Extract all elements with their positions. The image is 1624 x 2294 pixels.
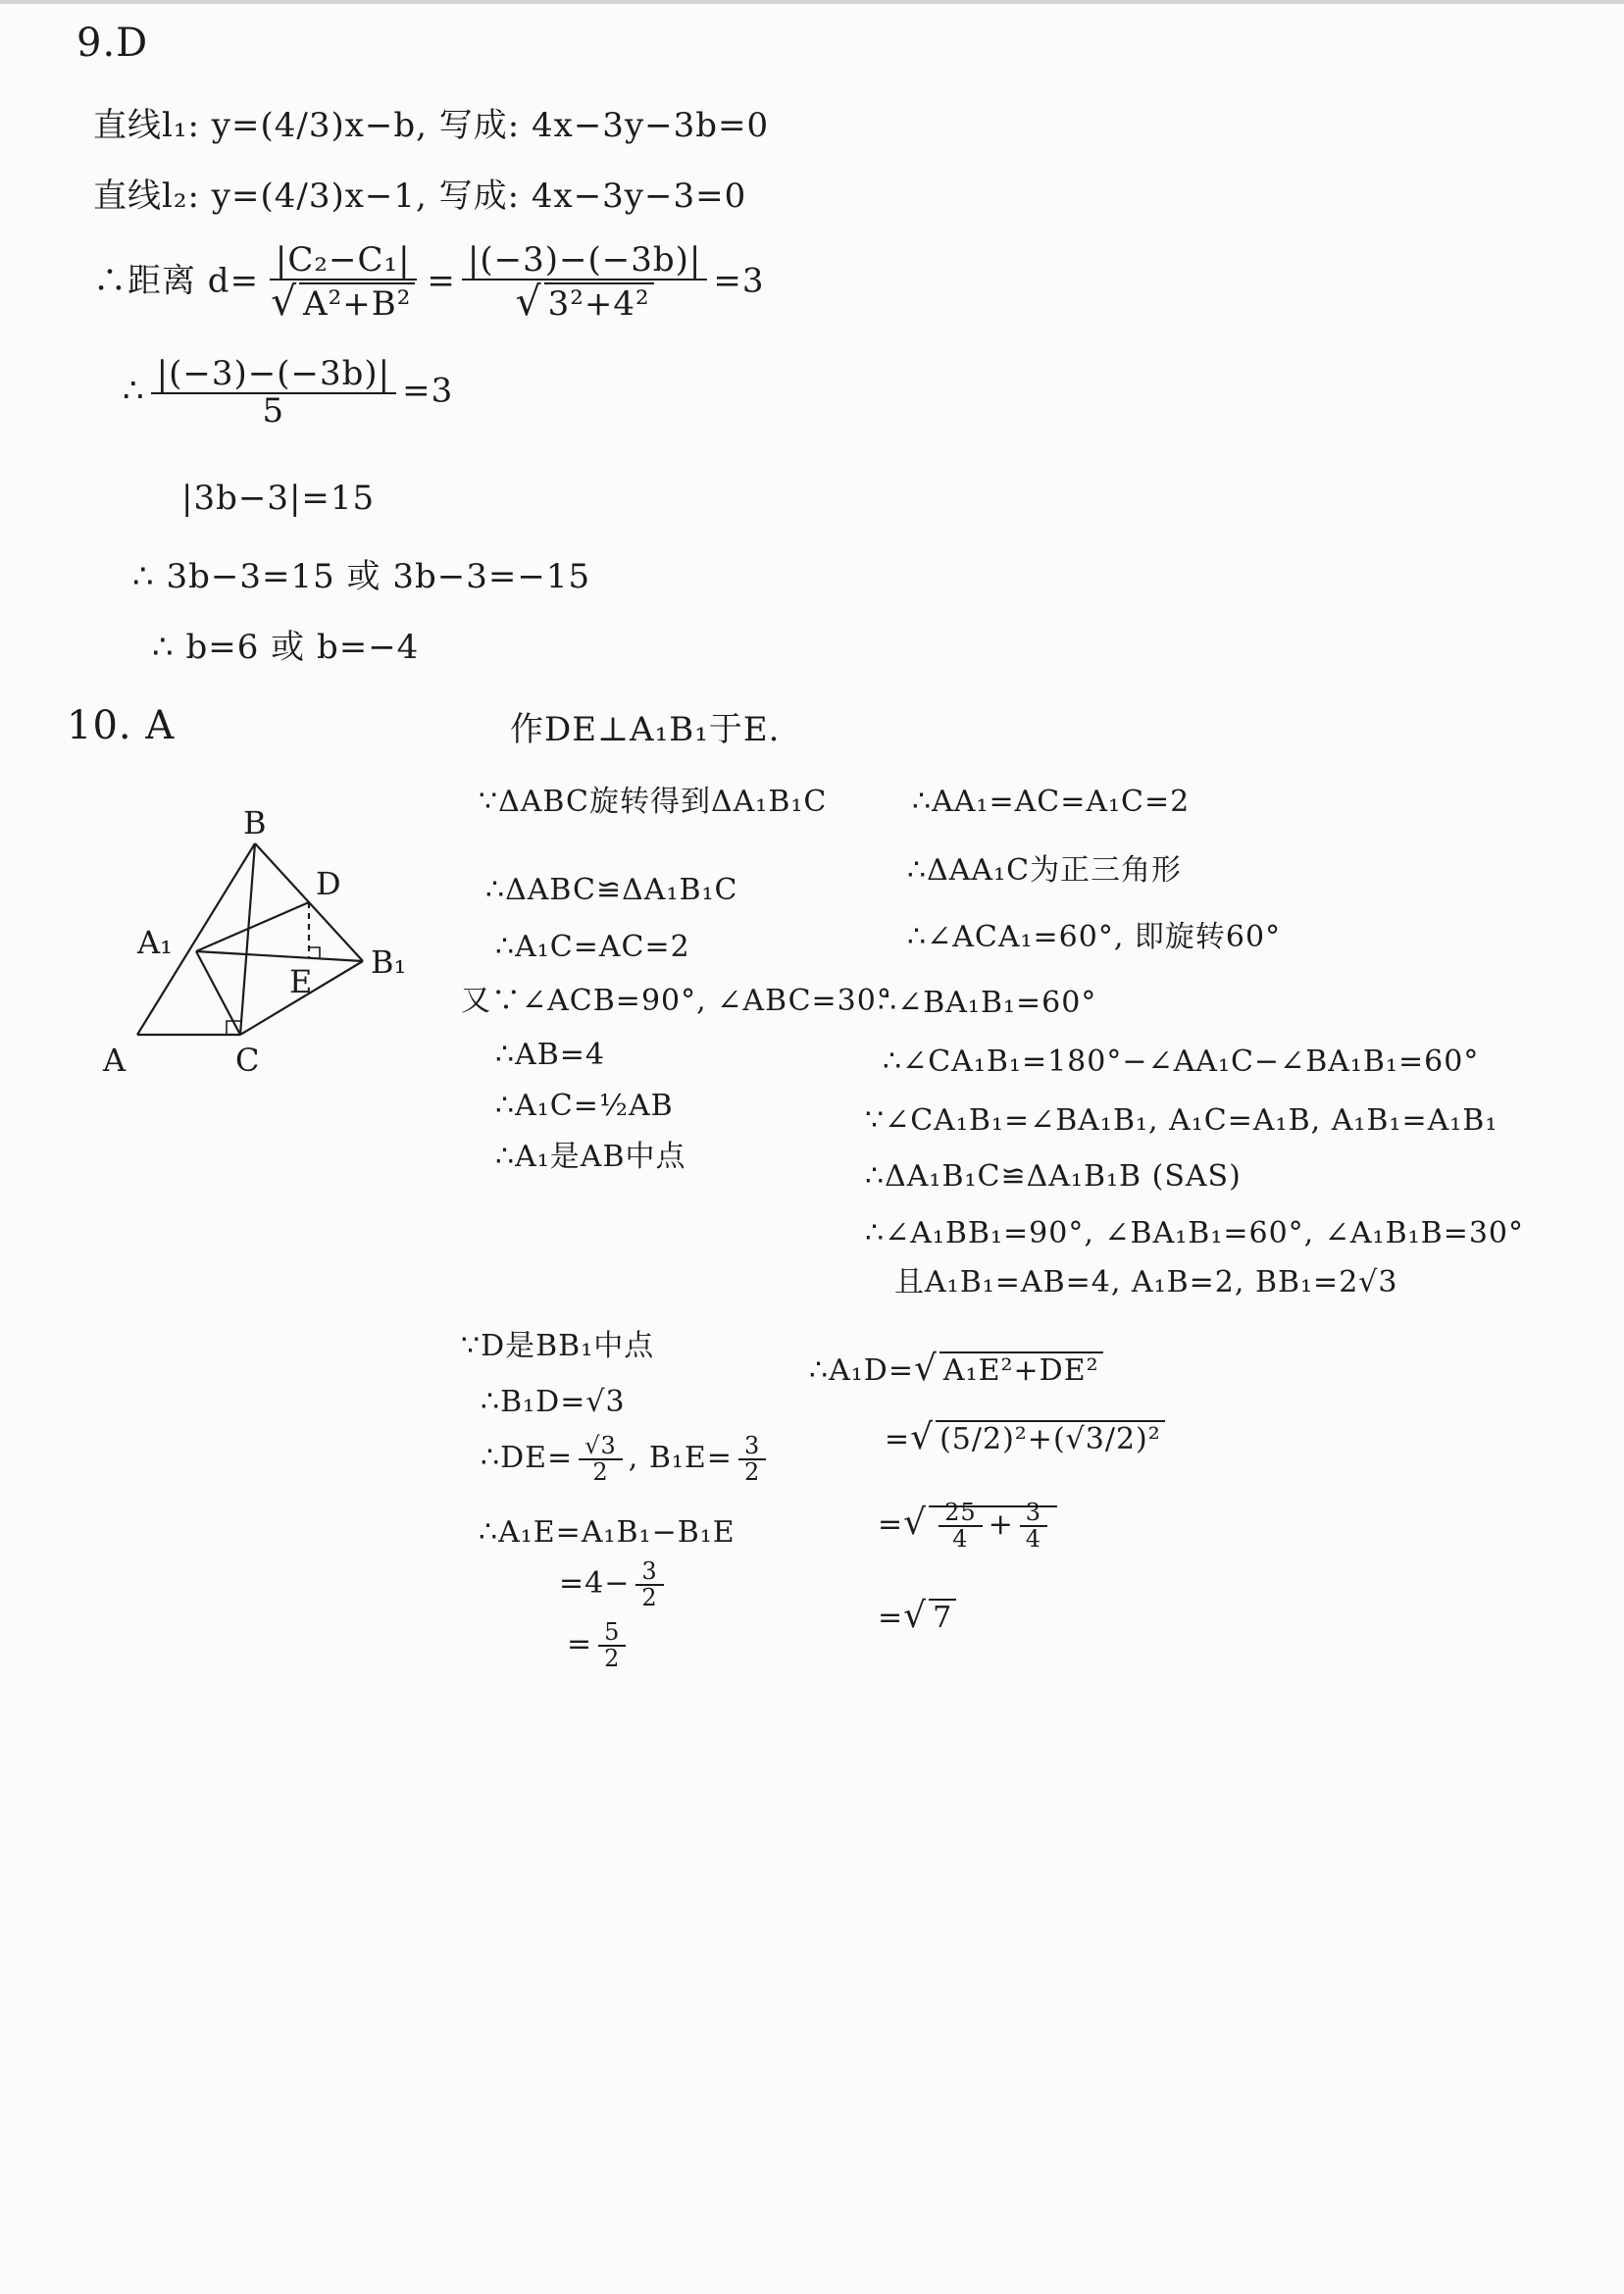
col1-line-1: ∵ΔABC旋转得到ΔA₁B₁C bbox=[479, 785, 828, 819]
col4-line-4: =√ 7 bbox=[878, 1599, 956, 1636]
geometry-figure bbox=[88, 804, 441, 1128]
col2-line-4: ∴∠BA₁B₁=60° bbox=[878, 986, 1097, 1020]
col3-line-4: ∴A₁E=A₁B₁−B₁E bbox=[479, 1515, 736, 1550]
col3-line-3: ∴DE= $\frac{√3}{2}$ , B₁E= $\frac{3}{2}$ bbox=[481, 1434, 772, 1485]
radicand-sum: $\frac{25}{4}$ + $\frac{3}{4}$ bbox=[929, 1505, 1057, 1542]
fraction-five-halves: $\frac{5}{2}$ bbox=[598, 1620, 626, 1671]
fraction-denominator: √ 3²+4² bbox=[510, 280, 660, 323]
problem-9-heading: 9.D bbox=[76, 21, 149, 66]
problem-9-step-4: ∴ b=6 或 b=−4 bbox=[152, 628, 420, 667]
col2-line-6: ∵∠CA₁B₁=∠BA₁B₁, A₁C=A₁B, A₁B₁=A₁B₁ bbox=[865, 1103, 1498, 1138]
distance-fraction-general bbox=[265, 240, 421, 325]
col3-line-5: =4− $\frac{3}{2}$ bbox=[559, 1559, 670, 1610]
problem-9-line-l1: 直线l₁: y=(4/3)x−b, 写成: 4x−3y−3b=0 bbox=[93, 106, 770, 145]
label-C: C bbox=[235, 1042, 260, 1079]
label-A1: A₁ bbox=[137, 924, 173, 961]
equals-sign: = bbox=[427, 261, 456, 301]
col3-line-1: ∵D是BB₁中点 bbox=[461, 1329, 655, 1363]
col2-line-1: ∴AA₁=AC=A₁C=2 bbox=[912, 785, 1191, 819]
label-E: E bbox=[289, 963, 313, 1000]
problem-9-line-l2: 直线l₂: y=(4/3)x−1, 写成: 4x−3y−3=0 bbox=[93, 177, 747, 216]
distance-result: =3 bbox=[713, 261, 765, 301]
fraction-numerator: |C₂−C₁| bbox=[270, 243, 417, 280]
fraction-denominator: √ A²+B² bbox=[265, 280, 421, 323]
label-D: D bbox=[316, 865, 341, 902]
distance-fraction-values bbox=[462, 240, 707, 325]
segment-A1-C bbox=[196, 951, 240, 1035]
problem-9-step-1: ∴ $\frac{|(-3)-(-3b)|}{5}$ =3 bbox=[123, 354, 454, 431]
col1-line-2: ∴ΔABC≌ΔA₁B₁C bbox=[485, 873, 738, 907]
label-A: A bbox=[103, 1042, 127, 1079]
fraction-numerator: |(−3)−(−3b)| bbox=[462, 243, 707, 280]
col2-line-7: ∴ΔA₁B₁C≌ΔA₁B₁B (SAS) bbox=[865, 1159, 1242, 1194]
fraction-DE: $\frac{√3}{2}$ bbox=[579, 1434, 623, 1485]
distance-prefix: ∴距离 d= bbox=[93, 261, 260, 301]
problem-9-distance-formula bbox=[93, 240, 765, 325]
fraction-B1E: $\frac{3}{2}$ bbox=[738, 1434, 766, 1485]
col1-line-6: ∴A₁C=½AB bbox=[495, 1089, 674, 1123]
col2-line-8: ∴∠A₁BB₁=90°, ∠BA₁B₁=60°, ∠A₁B₁B=30° bbox=[865, 1216, 1525, 1250]
label-B: B bbox=[243, 804, 267, 841]
col1-line-5: ∴AB=4 bbox=[495, 1038, 606, 1072]
problem-10-construction: 作DE⊥A₁B₁于E. bbox=[510, 710, 781, 749]
problem-10-heading: 10. A bbox=[67, 703, 176, 748]
col1-line-4: 又∵∠ACB=90°, ∠ABC=30° bbox=[461, 984, 892, 1018]
col1-line-7: ∴A₁是AB中点 bbox=[495, 1140, 686, 1174]
right-angle-mark-E bbox=[309, 947, 320, 958]
problem-9-step-3: ∴ 3b−3=15 或 3b−3=−15 bbox=[132, 557, 591, 596]
segment-B-C bbox=[240, 843, 255, 1035]
col3-line-6: = $\frac{5}{2}$ bbox=[567, 1620, 632, 1671]
col4-line-3: =√ $\frac{25}{4}$ + $\frac{3}{4}$ bbox=[878, 1501, 1057, 1552]
fraction-three-halves: $\frac{3}{2}$ bbox=[635, 1559, 663, 1610]
label-B1: B₁ bbox=[371, 943, 407, 981]
problem-9-step-2: |3b−3|=15 bbox=[181, 479, 376, 518]
segment-A1-B1 bbox=[196, 951, 363, 961]
col2-line-5: ∴∠CA₁B₁=180°−∠AA₁C−∠BA₁B₁=60° bbox=[883, 1045, 1480, 1079]
col2-line-9: 且A₁B₁=AB=4, A₁B=2, BB₁=2√3 bbox=[894, 1265, 1398, 1300]
col4-line-1: ∴A₁D=√ A₁E²+DE² bbox=[809, 1351, 1103, 1389]
col2-line-2: ∴ΔAA₁C为正三角形 bbox=[907, 853, 1183, 888]
step-1-fraction: $\frac{|(-3)-(-3b)|}{5}$ bbox=[151, 357, 396, 429]
col1-line-3: ∴A₁C=AC=2 bbox=[495, 930, 690, 964]
col4-line-2: =√ (5/2)²+(√3/2)² bbox=[885, 1420, 1165, 1457]
page-top-edge bbox=[0, 0, 1624, 4]
col2-line-3: ∴∠ACA₁=60°, 即旋转60° bbox=[907, 920, 1282, 954]
col3-line-2: ∴B₁D=√3 bbox=[481, 1385, 626, 1419]
